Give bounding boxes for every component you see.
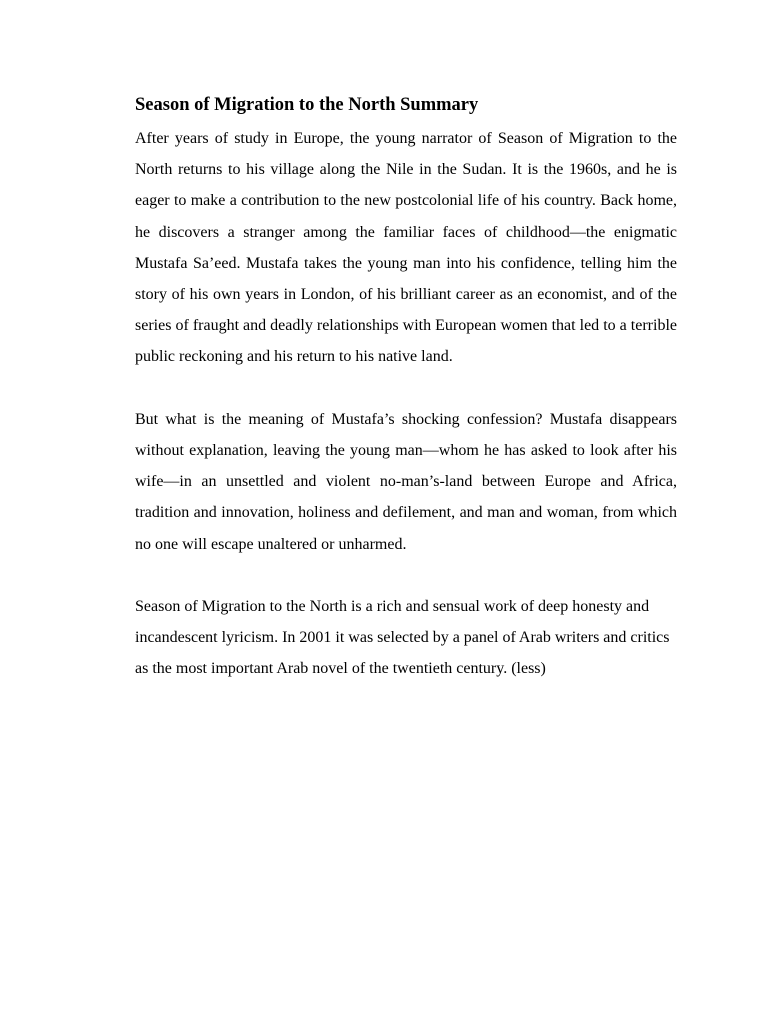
document-title: Season of Migration to the North Summary [135, 95, 479, 115]
paragraph-confession: But what is the meaning of Mustafa’s shocking confession? Mustafa disappears without explanation, leaving the young man—whom he has asked to look after his wife—in an unsettled and violent no-man’s-land between Europe and Africa, tradition and innovation, holiness and defilement, and man and woman, from which no one will escape unaltered or unharmed. [135, 410, 677, 553]
paragraph-intro: After years of study in Europe, the young narrator of Season of Migration to the North returns to his village along the Nile in the Sudan. It is the 1960s, and he is eager to make a contribution to the new postcolonial life of his country. Back home, he discovers a stranger among the familiar faces of childhood—the enigmatic Mustafa Sa’eed. Mustafa takes the young man into his confidence, telling him the story of his own years in London, of his brilliant career as an economist, and of the series of fraught and deadly relationships with European women that led to a terrible public reckoning and his return to his native land. [135, 130, 677, 366]
paragraph-acclaim: Season of Migration to the North is a rich and sensual work of deep honesty and incandescent lyricism. In 2001 it was selected by a panel of Arab writers and critics as the most important Arab novel of the twentieth century. (less) [135, 598, 670, 678]
document-body [135, 92, 677, 685]
